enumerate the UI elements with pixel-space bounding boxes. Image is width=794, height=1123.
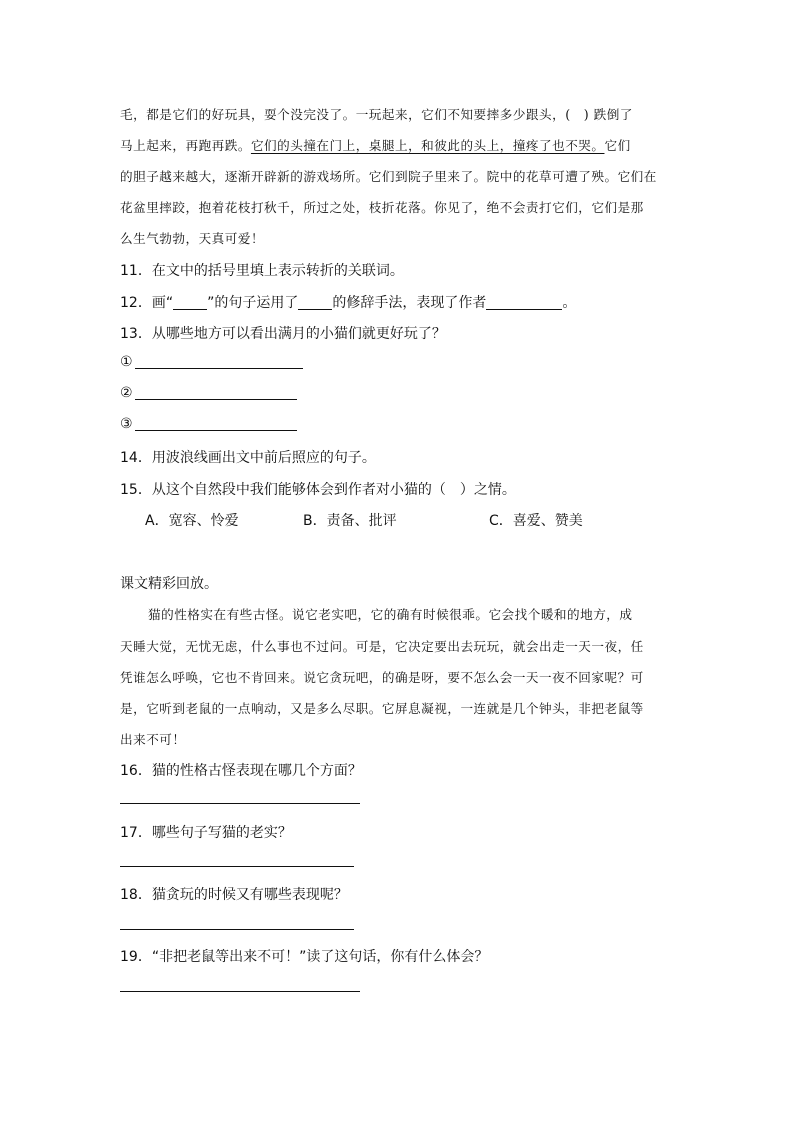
passage1-line-2-head: 马上起来，再跑再跌。 (120, 138, 251, 153)
question-11: 11．在文中的括号里填上表示转折的关联词。 (120, 263, 404, 279)
question-18: 18．猫贪玩的时候又有哪些表现呢？ (120, 887, 348, 903)
q13-answer-2 (120, 385, 297, 401)
q17-answer-line[interactable] (120, 866, 354, 867)
passage2-line-3: 凭谁怎么呼唤，它也不肯回来。说它贪玩吧，的确是呀，要不怎么会一天一夜不回家呢？可 (120, 670, 644, 685)
q12-text-a: 12．画“ (120, 295, 174, 311)
q13-marker-1: ① (120, 354, 133, 370)
q13-marker-2: ② (120, 385, 133, 401)
q12-text-d: 。 (562, 295, 577, 311)
passage1-line-1: 毛，都是它们的好玩具，耍个没完没了。一玩起来，它们不知要摔多少跟头，( ) 跌倒了 (120, 107, 633, 122)
q15-option-b[interactable]: B．责备、批评 (303, 513, 397, 529)
q13-marker-3: ③ (120, 416, 133, 432)
q13-answer-line-3[interactable] (135, 416, 297, 431)
q12-blank-rhetoric[interactable] (298, 295, 332, 310)
passage2-line-4: 是，它听到老鼠的一点响动，又是多么尽职。它屏息凝视，一连就是几个钟头，非把老鼠等 (120, 701, 644, 716)
q19-answer-line[interactable] (120, 991, 360, 992)
question-16: 16．猫的性格古怪表现在哪几个方面？ (120, 763, 362, 779)
passage1-line-2 (120, 135, 631, 154)
question-12 (120, 292, 576, 312)
q13-answer-line-2[interactable] (135, 385, 297, 400)
q15-option-a[interactable]: A．宽容、怜爱 (145, 513, 239, 529)
q13-answer-3 (120, 416, 297, 432)
passage1-line-4: 花盆里摔跤，抱着花枝打秋千，所过之处，枝折花落。你见了，绝不会责打它们，它们是那 (120, 200, 644, 215)
question-14: 14．用波浪线画出文中前后照应的句子。 (120, 450, 376, 466)
passage1-line-5: 么生气勃勃，天真可爱！ (120, 231, 265, 246)
q12-blank-feeling[interactable] (486, 295, 562, 310)
q15-option-c[interactable]: C．喜爱、赞美 (489, 513, 583, 529)
question-13: 13．从哪些地方可以看出满月的小猫们就更好玩了？ (120, 326, 446, 342)
q13-answer-1 (120, 354, 303, 370)
section-title: 课文精彩回放。 (120, 576, 218, 592)
passage2-line-5: 出来不可！ (120, 732, 186, 747)
passage1-line-3: 的胆子越来越大，逐渐开辟新的游戏场所。它们到院子里来了。院中的花草可遭了殃。它们在 (120, 169, 657, 184)
question-17: 17．哪些句子写猫的老实？ (120, 825, 292, 841)
q12-blank-sentence[interactable] (173, 295, 207, 310)
passage1-line-2-tail: 它们 (604, 138, 631, 153)
q12-text-b: ”的句子运用了 (207, 295, 299, 311)
underlined-sentence: 它们的头撞在门上，桌腿上，和彼此的头上，撞疼了也不哭。 (250, 138, 605, 153)
q13-answer-line-1[interactable] (135, 354, 303, 369)
question-15: 15．从这个自然段中我们能够体会到作者对小猫的（ ）之情。 (120, 482, 516, 498)
question-19: 19．“非把老鼠等出来不可！”读了这句话，你有什么体会？ (120, 949, 489, 965)
q16-answer-line[interactable] (120, 803, 360, 804)
q12-text-c: 的修辞手法，表现了作者 (332, 295, 487, 311)
q18-answer-line[interactable] (120, 929, 354, 930)
passage2-line-1: 猫的性格实在有些古怪。说它老实吧，它的确有时候很乖。它会找个暖和的地方，成 (148, 607, 633, 622)
passage2-line-2: 天睡大觉，无忧无虑，什么事也不过问。可是，它决定要出去玩玩，就会出走一天一夜，任 (120, 639, 644, 654)
